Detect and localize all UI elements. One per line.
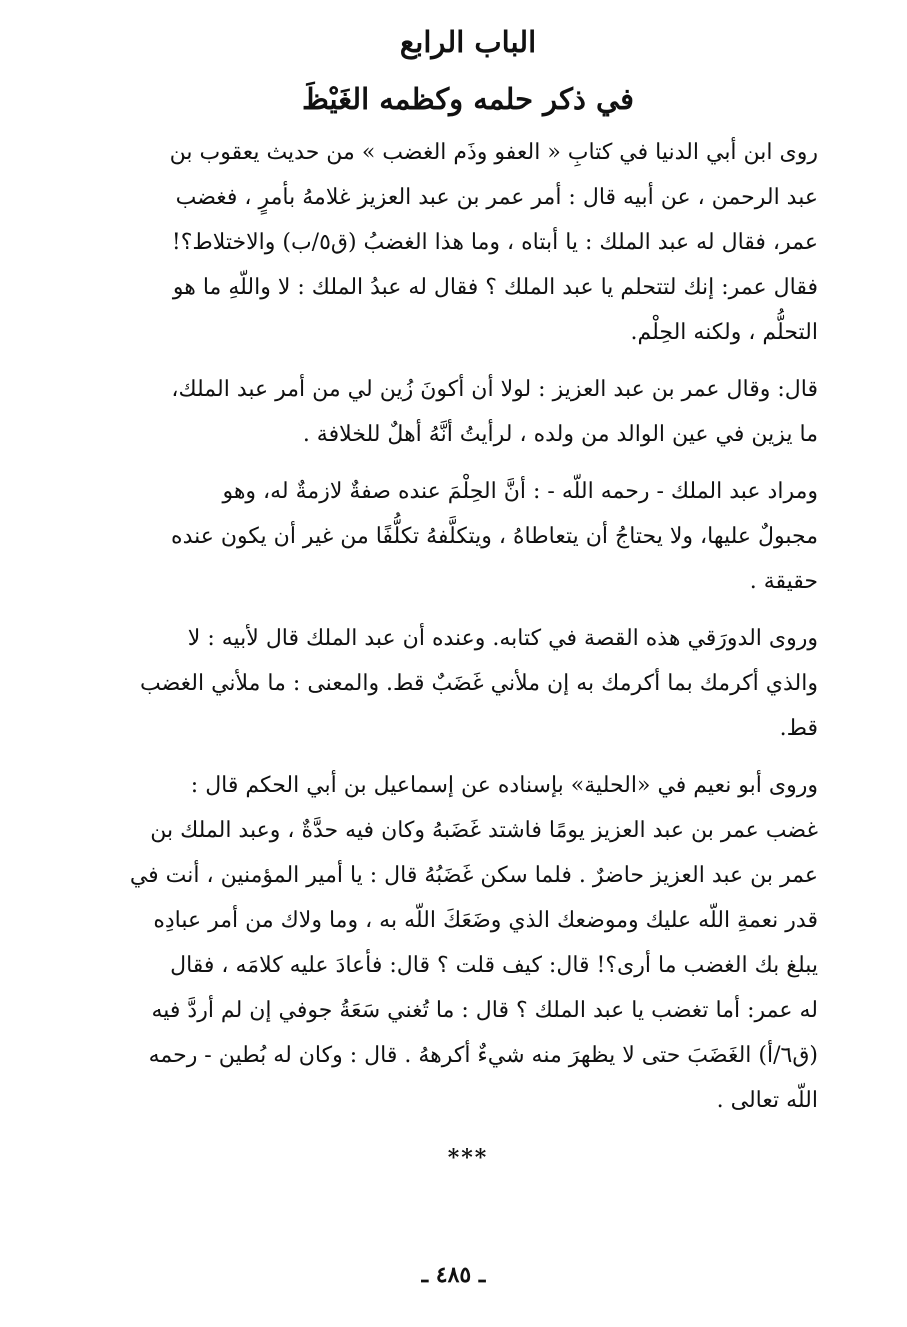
text-line: ما يزين في عين الوالد من ولده ، لرأيتُ أنَّهُ أهلٌ للخلافة . (302, 422, 818, 447)
paragraph (118, 367, 818, 457)
chapter-title: الباب الرابع (399, 25, 537, 59)
text-line: حقيقة . (749, 569, 818, 594)
text-line: وروى الدورَقي هذه القصة في كتابه. وعنده أن عبد الملك قال لأبيه : لا (187, 626, 818, 651)
text-line: التحلُّم ، ولكنه الحِلْم. (630, 320, 818, 345)
text-line: (ق٦/أ) الغَضَبَ حتى لا يظهرَ منه شيءٌ أكرههُ . قال : وكان له بُطين - رحمه (148, 1043, 818, 1068)
text-line: قدر نعمةِ اللّه عليك وموضعك الذي وضَعَكَ اللّه به ، وما ولاك من أمر عبادِه (153, 908, 818, 933)
text-line: فقال عمر: إنك لتتحلم يا عبد الملك ؟ فقال له عبدُ الملك : لا واللّهِ ما هو (172, 275, 818, 300)
paragraph (118, 469, 818, 604)
text-line: عمر بن عبد العزيز حاضرٌ . فلما سكن غَضَبُهُ قال : يا أمير المؤمنين ، أنت في (129, 863, 818, 888)
chapter-subtitle: في ذكر حلمه وكظمه الغَيْظَ (301, 82, 635, 116)
text-line: له عمر: أما تغضب يا عبد الملك ؟ قال : ما تُغني سَعَةُ جوفي إن لم أردَّ فيه (151, 998, 818, 1023)
text-line: روى ابن أبي الدنيا في كتابِ « العفو وذَم الغضب » من حديث يعقوب بن (169, 140, 818, 165)
text-line: غضب عمر بن عبد العزيز يومًا فاشتد غَضَبهُ وكان فيه حدَّةٌ ، وعبد الملك بن (150, 818, 818, 843)
text-line: مجبولٌ عليها، ولا يحتاجُ أن يتعاطاهُ ، ويتكلَّفهُ تكلُّفًا من غير أن يكون عنده (171, 524, 818, 549)
text-line: عبد الرحمن ، عن أبيه قال : أمر عمر بن عبد العزيز غلامهُ بأمرٍ ، فغضب (175, 185, 818, 210)
paragraph (118, 763, 818, 1123)
text-line: اللّه تعالى . (716, 1088, 818, 1113)
text-line: يبلغ بك الغضب ما أرى؟! قال: كيف قلت ؟ قال: فأعادَ عليه كلامَه ، فقال (170, 953, 818, 978)
paragraph (118, 616, 818, 751)
page-number: ـ ٤٨٥ ـ (421, 1262, 486, 1288)
text-line: وروى أبو نعيم في «الحلية» بإسناده عن إسماعيل بن أبي الحكم قال : (190, 773, 818, 798)
text-line: والذي أكرمك بما أكرمك به إن ملأني غَضَبٌ قط. والمعنى : ما ملأني الغضب (139, 671, 818, 696)
text-line: ومراد عبد الملك - رحمه اللّه - : أنَّ الحِلْمَ عنده صفةٌ لازمةٌ له، وهو (222, 479, 818, 504)
section-divider: *** (447, 1145, 489, 1171)
text-line: قال: وقال عمر بن عبد العزيز : لولا أن أكونَ زُين لي من أمر عبد الملك، (171, 377, 818, 402)
paragraph (118, 130, 818, 355)
text-line: قط. (779, 716, 818, 741)
document-page (118, 14, 818, 1171)
text-line: عمر، فقال له عبد الملك : يا أبتاه ، وما هذا الغضبُ (ق٥/ب) والاختلاط؟! (171, 230, 818, 255)
